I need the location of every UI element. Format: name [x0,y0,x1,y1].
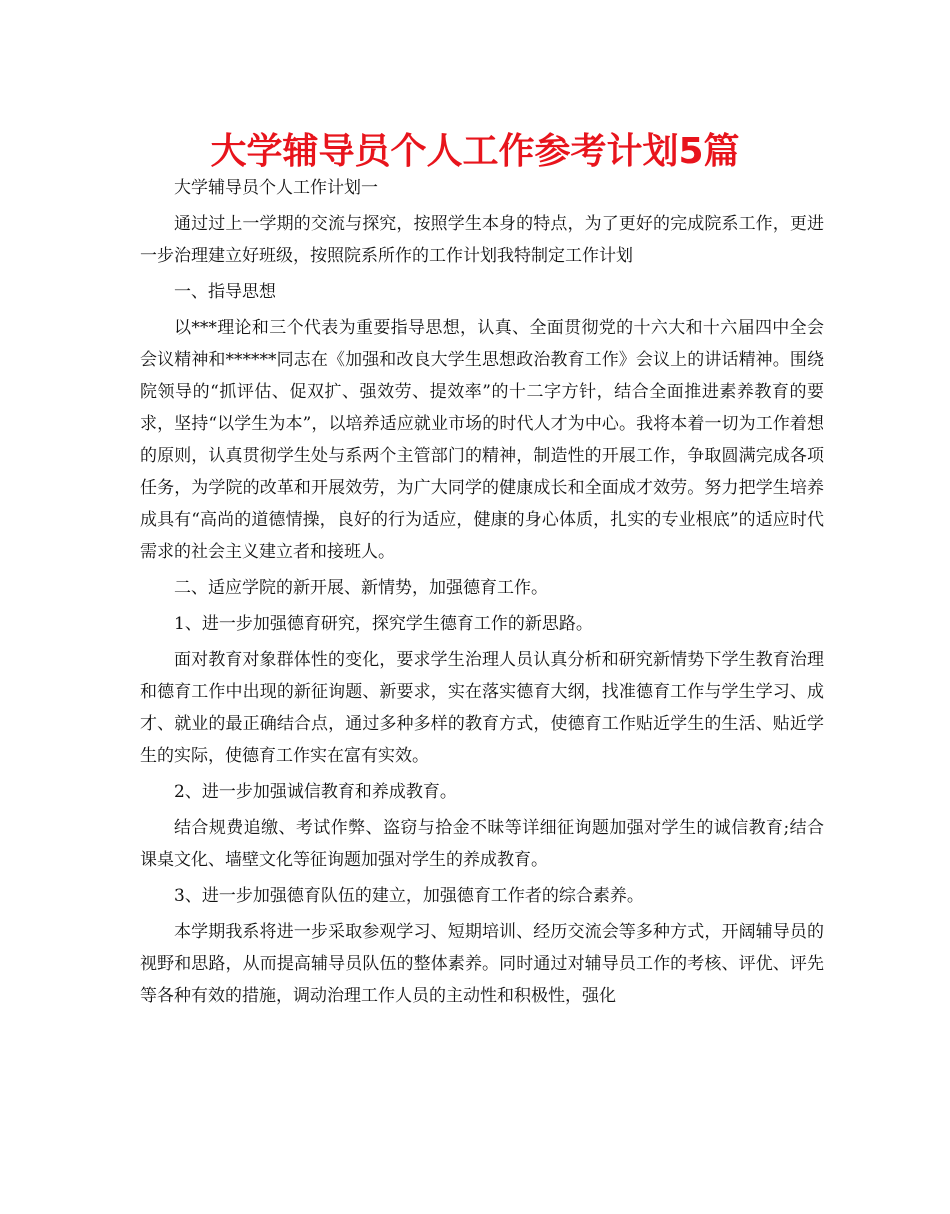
intro-paragraph: 通过过上一学期的交流与探究，按照学生本身的特点，为了更好的完成院系工作，更进一步治理建立好班级，按照院系所作的工作计划我特制定工作计划 [140,214,824,266]
document-title: 大学辅导员个人工作参考计划5篇 [210,131,740,172]
heading-guiding-ideology: 一、指导思想 [174,282,276,302]
paragraph-team-building: 本学期我系将进一步采取参观学习、短期培训、经历交流会等多种方式，开阔辅导员的视野和思路，从而提高辅导员队伍的整体素养。同时通过对辅导员工作的考核、评优、评先等各种有效的措施，调动治理工作人员的主动性和积极性，强化 [140,922,824,1006]
subheading-team-building: 3、进一步加强德育队伍的建立，加强德育工作者的综合素养。 [174,886,644,906]
heading-moral-education: 二、适应学院的新开展、新情势，加强德育工作。 [174,578,548,598]
subheading-integrity-education: 2、进一步加强诚信教育和养成教育。 [174,782,457,802]
paragraph-moral-research: 面对教育对象群体性的变化，要求学生治理人员认真分析和研究新情势下学生教育治理和德育工作中出现的新征询题、新要求，实在落实德育大纲，找准德育工作与学生学习、成才、就业的最正确结合点，通过多种多样的教育方式，使德育工作贴近学生的生活、贴近学生的实际，使德育工作实在富有实效。 [140,650,824,766]
subheading-moral-research: 1、进一步加强德育研究，探究学生德育工作的新思路。 [174,614,593,634]
section-heading-plan-one: 大学辅导员个人工作计划一 [174,178,378,198]
paragraph-integrity-education: 结合规费追缴、考试作弊、盗窃与拾金不昧等详细征询题加强对学生的诚信教育;结合课桌文化、墙壁文化等征询题加强对学生的养成教育。 [140,818,824,870]
document-body [140,172,824,1012]
paragraph-guiding-ideology: 以***理论和三个代表为重要指导思想，认真、全面贯彻党的十六大和十六届四中全会会议精神和******同志在《加强和改良大学生思想政治教育工作》会议上的讲话精神。围绕院领导的“抓评估、促双扩、强效劳、提效率”的十二字方针，结合全面推进素养教育的要求，坚持“以学生为本”，以培养适应就业市场的时代人才为中心。我将本着一切为工作着想的原则，认真贯彻学生处与系两个主管部门的精神，制造性的开展工作，争取圆满完成各项任务，为学院的改革和开展效劳，为广大同学的健康成长和全面成才效劳。努力把学生培养成具有“高尚的道德情操，良好的行为适应，健康的身心体质，扎实的专业根底”的适应时代需求的社会主义建立者和接班人。 [140,318,824,562]
